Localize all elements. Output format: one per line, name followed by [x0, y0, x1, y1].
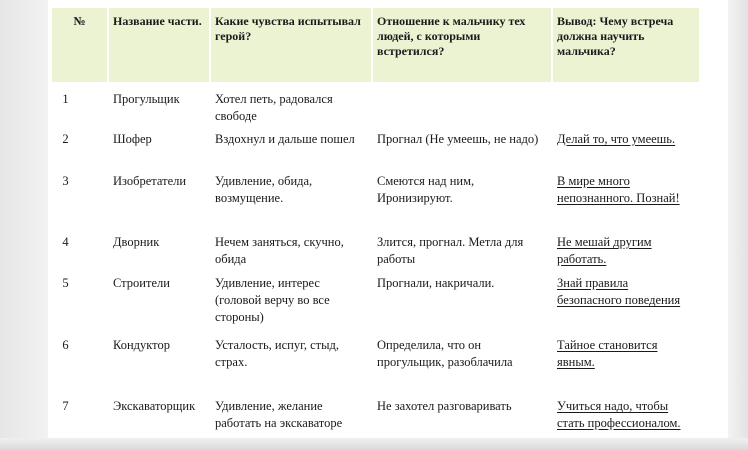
row-name: Кондуктор [108, 334, 210, 395]
table-row [52, 170, 700, 231]
row-relation: Определила, что он прогульщик, разоблачила [372, 334, 552, 395]
row-name: Изобретатели [108, 170, 210, 231]
row-num: 6 [52, 334, 108, 395]
outcome-text: Делай то, что умеешь. [557, 132, 676, 146]
row-num: 3 [52, 170, 108, 231]
row-feelings: Удивление, обида, возмущение. [210, 170, 372, 231]
row-outcome [552, 231, 700, 272]
row-outcome [552, 88, 700, 128]
outcome-text: Учиться надо, чтобы стать профессионалом. [557, 399, 681, 430]
row-outcome [552, 128, 700, 170]
right-margin [728, 0, 748, 450]
row-num: 4 [52, 231, 108, 272]
row-outcome [552, 395, 700, 435]
table-row [52, 88, 700, 128]
header-feelings: Какие чувства испытывал герой? [210, 8, 372, 82]
row-name: Дворник [108, 231, 210, 272]
table-row [52, 395, 700, 435]
header-name: Название части. [108, 8, 210, 82]
header-outcome: Вывод: Чему встреча должна научить мальчика? [552, 8, 700, 82]
row-outcome [552, 170, 700, 231]
row-feelings: Нечем заняться, скучно, обида [210, 231, 372, 272]
row-outcome [552, 334, 700, 395]
header-num: № [52, 8, 108, 82]
table-row [52, 272, 700, 334]
row-feelings: Вздохнул и дальше пошел [210, 128, 372, 170]
header-relation: Отношение к мальчику тех людей, с которыми встретился? [372, 8, 552, 82]
left-margin [0, 0, 48, 450]
lesson-table [52, 8, 701, 435]
outcome-text: Знай правила безопасного поведения [557, 276, 681, 307]
row-num: 7 [52, 395, 108, 435]
row-num: 5 [52, 272, 108, 334]
row-relation: Прогнали, накричали. [372, 272, 552, 334]
row-relation [372, 88, 552, 128]
row-name: Строители [108, 272, 210, 334]
outcome-text: В мире много непознанного. Познай! [557, 174, 680, 205]
table-row [52, 231, 700, 272]
row-outcome [552, 272, 700, 334]
row-name: Экскаваторщик [108, 395, 210, 435]
outcome-text: Тайное становится явным. [557, 338, 658, 369]
row-name: Шофер [108, 128, 210, 170]
table-row [52, 334, 700, 395]
row-relation: Злится, прогнал. Метла для работы [372, 231, 552, 272]
outcome-text: Не мешай другим работать. [557, 235, 652, 266]
row-feelings: Удивление, интерес (головой верчу во все стороны) [210, 272, 372, 334]
row-relation: Смеются над ним, Иронизируют. [372, 170, 552, 231]
bottom-margin [0, 438, 748, 450]
table-header-row [52, 8, 700, 82]
row-num: 2 [52, 128, 108, 170]
row-num: 1 [52, 88, 108, 128]
row-name: Прогульщик [108, 88, 210, 128]
row-feelings: Удивление, желание работать на экскаваторе [210, 395, 372, 435]
row-feelings: Усталость, испуг, стыд, страх. [210, 334, 372, 395]
row-relation: Не захотел разговаривать [372, 395, 552, 435]
table-row [52, 128, 700, 170]
row-feelings: Хотел петь, радовался свободе [210, 88, 372, 128]
row-relation: Прогнал (Не умеешь, не надо) [372, 128, 552, 170]
